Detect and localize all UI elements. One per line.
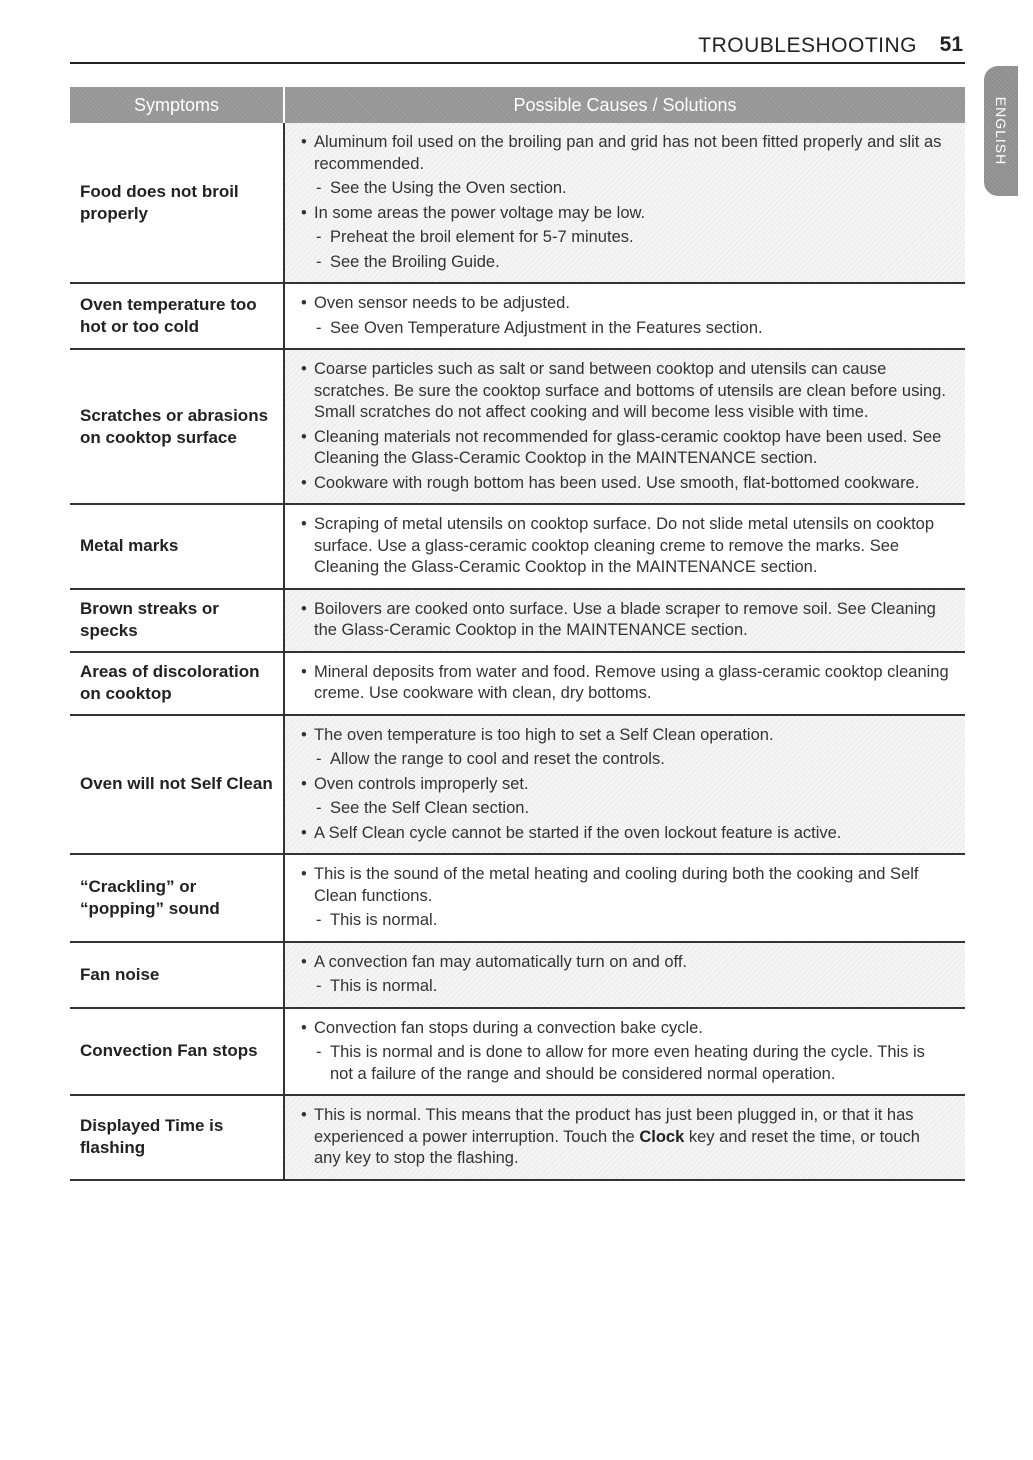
cause-bullet: • Oven sensor needs to be adjusted.: [299, 293, 951, 315]
solution-step: - Preheat the broil element for 5-7 minutes.: [299, 227, 951, 249]
symptom-cell: Oven will not Self Clean: [80, 774, 273, 794]
item-text: key and reset the time, or touch any key to stop the flashing.: [314, 1127, 920, 1167]
solution-step: - This is normal.: [299, 976, 951, 998]
cause-bullet: • Convection fan stops during a convection bake cycle.: [299, 1018, 951, 1040]
solution-step: - See Oven Temperature Adjustment in the Features section.: [299, 318, 951, 340]
language-side-tab: [984, 66, 1018, 196]
table-header: [70, 87, 965, 123]
solution-cell: [284, 589, 965, 652]
solution-step: - See the Using the Oven section.: [299, 178, 951, 200]
clock-key-label: Clock: [639, 1127, 685, 1146]
solution-cell: [284, 504, 965, 589]
table-row: [70, 942, 965, 1008]
solution-step: - This is normal.: [299, 910, 951, 932]
page-header: [70, 32, 965, 64]
symptom-cell: Metal marks: [80, 536, 179, 556]
cause-bullet: • Cookware with rough bottom has been used. Use smooth, flat-bottomed cookware.: [299, 473, 951, 495]
cause-bullet: • The oven temperature is too high to set a Self Clean operation.: [299, 725, 951, 747]
solution-cell: [284, 349, 965, 504]
solution-step: - See the Self Clean section.: [299, 798, 951, 820]
symptom-cell: “Crackling” or “popping” sound: [80, 876, 220, 918]
cause-bullet: • Oven controls improperly set.: [299, 774, 951, 796]
page-number: 51: [939, 33, 963, 56]
table-row: [70, 589, 965, 652]
symptom-cell: Areas of discoloration on cooktop: [80, 662, 260, 703]
cause-bullet: • Cleaning materials not recommended for glass-ceramic cooktop have been used. See Cleaning the Glass-Ceramic Cooktop in the MAINTENANCE section.: [299, 427, 951, 470]
section-title: TROUBLESHOOTING: [698, 34, 917, 57]
table-row: [70, 349, 965, 504]
troubleshooting-table: [70, 87, 965, 1181]
table-row: [70, 715, 965, 855]
table-row: [70, 123, 965, 283]
cause-bullet: • Coarse particles such as salt or sand between cooktop and utensils can cause scratches. Be sure the cooktop surface and bottoms of utensils are clean before using. Small scratches do not affect cooking and will become less visible with time.: [299, 359, 951, 424]
cause-bullet: • Mineral deposits from water and food. Remove using a glass-ceramic cooktop cleaning creme. Use cookware with clean, dry bottoms.: [299, 662, 951, 705]
item-text: This is normal. This means that the product has just been plugged in, or that it has experienced a power interruption. Touch the: [314, 1106, 914, 1146]
solution-step: - This is normal and is done to allow for more even heating during the cycle. This is not a failure of the range and should be considered normal operation.: [299, 1042, 951, 1085]
symptom-cell: Convection Fan stops: [80, 1041, 258, 1061]
cause-bullet: • Aluminum foil used on the broiling pan and grid has not been fitted properly and slit as recommended.: [299, 132, 951, 175]
table-row: [70, 1008, 965, 1096]
symptom-cell: Food does not broil properly: [80, 181, 239, 223]
solution-cell: [284, 283, 965, 349]
solution-cell: [284, 715, 965, 855]
table-body: [70, 123, 965, 1180]
cause-bullet: • A convection fan may automatically turn on and off.: [299, 952, 951, 974]
solution-cell: [284, 652, 965, 715]
solution-cell: [284, 942, 965, 1008]
language-tab-label: ENGLISH: [993, 96, 1009, 166]
cause-bullet: • This is the sound of the metal heating and cooling during both the cooking and Self Clean functions.: [299, 864, 951, 907]
cause-bullet: • Scraping of metal utensils on cooktop surface. Do not slide metal utensils on cooktop surface. Use a glass-ceramic cooktop cleaning creme to remove the marks. See Cleaning the Glass-Ceramic Cooktop in the MAINTENANCE section.: [299, 514, 951, 579]
table-row: [70, 652, 965, 715]
symptom-cell: Displayed Time is flashing: [80, 1116, 224, 1158]
solution-step: - See the Broiling Guide.: [299, 252, 951, 274]
cause-bullet: • A Self Clean cycle cannot be started if the oven lockout feature is active.: [299, 823, 951, 845]
symptom-cell: Fan noise: [80, 964, 160, 984]
symptoms-column-header: Symptoms: [70, 87, 284, 123]
table-row: [70, 1095, 965, 1180]
solution-cell: [284, 1095, 965, 1180]
table-row: [70, 854, 965, 942]
symptom-cell: Brown streaks or specks: [80, 599, 219, 640]
table-row: [70, 283, 965, 349]
solution-step: - Allow the range to cool and reset the controls.: [299, 749, 951, 771]
cause-bullet: • Boilovers are cooked onto surface. Use a blade scraper to remove soil. See Cleaning the Glass-Ceramic Cooktop in the MAINTENANCE section.: [299, 599, 951, 642]
cause-bullet: [299, 1105, 951, 1170]
solution-cell: [284, 123, 965, 283]
solution-cell: [284, 854, 965, 942]
symptom-cell: Scratches or abrasions on cooktop surface: [80, 405, 269, 447]
symptom-cell: Oven temperature too hot or too cold: [80, 295, 257, 336]
table-row: [70, 504, 965, 589]
cause-bullet: • In some areas the power voltage may be low.: [299, 203, 951, 225]
solution-cell: [284, 1008, 965, 1096]
causes-column-header: Possible Causes / Solutions: [284, 87, 965, 123]
